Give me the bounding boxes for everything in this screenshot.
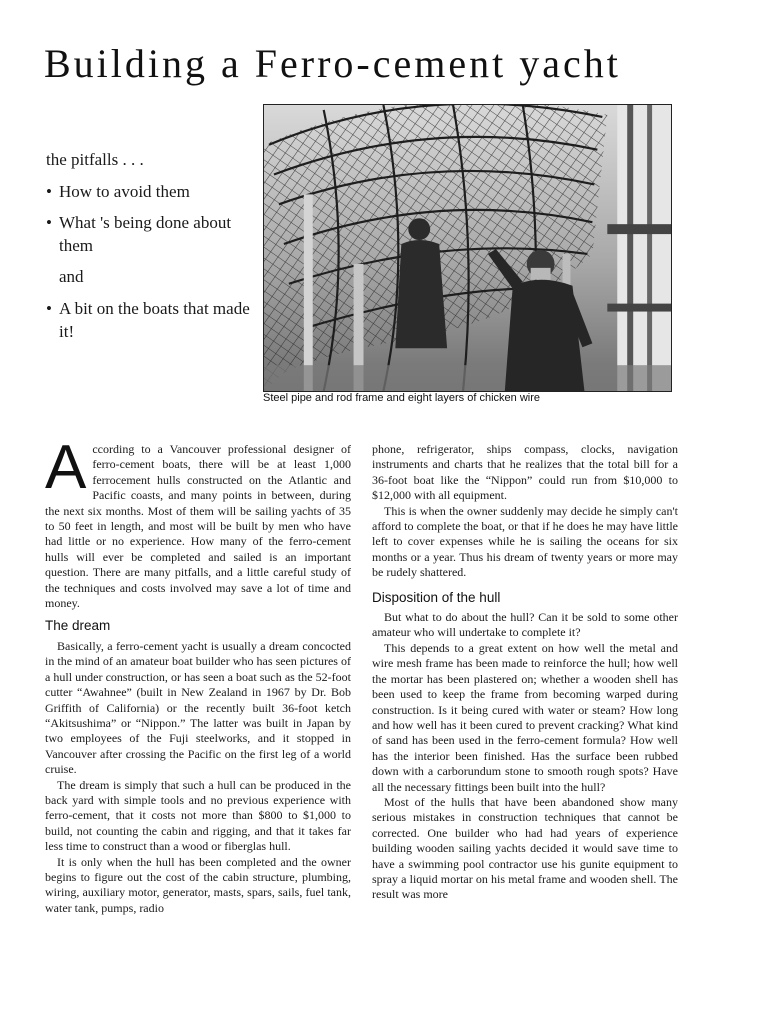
body-paragraph: phone, refrigerator, ships compass, clocks, navigation instruments and charts that he realizes that the total bill for a 36-foot boat like the “Nippon” could run from $10,000 to $12,000 with all equipment. [372, 442, 678, 503]
body-paragraph: But what to do about the hull? Can it be sold to some other amateur who will undertake to complete it? [372, 610, 678, 640]
body-paragraph: Basically, a ferro-cement yacht is usually a dream concocted in the mind of an amateur boat builder who has seen pictures of a hull under construction, or has seen a boat such as the 52-foot cutter “Awahnee” (built in New Zealand in 1967 by Dr. Bob Griffith of California) or the recently built 36-foot ketch “Akitsushima” or “Nippon.” The latter was built in Japan by two employees of the Fuji steelworks, and it stopped in Vancouver after crossing the Pacific on the first leg of a world cruise. [45, 638, 351, 777]
section-heading-dream: The dream [45, 618, 111, 634]
intro-paragraph-text: ccording to a Vancouver professional designer of ferro-cement boats, there will be at least 1,000 ferrocement hulls constructed on the Atlantic and Pacific coasts, and many points in between, during the next six months. Most of them will be sailing yachts of 35 to 50 feet in length, and most will be built by men who have had little or no experience. How many of the ferro-cement hulls will ever be completed and sailed is an important question. There are many pitfalls, and a little careful study of the techniques and costs involved may save a lot of time and money. [45, 442, 351, 611]
body-paragraph: The dream is simply that such a hull can be produced in the back yard with simple tools and no previous experience with ferro-cement, that it costs not more than $800 to $1,000 to build, not counting the cabin and rigging, and that it takes far less time to construct than a wood or fiberglas hull. [45, 777, 351, 854]
body-paragraph: Most of the hulls that have been abandoned show many serious mistakes in construction techniques that cannot be corrected. One builder who had had years of experience building wooden sailing yachts decided it would save time to have a swimming pool contractor use his gunite equipment to spray a liquid mortar on his metal frame and wooden shell. The result was more [372, 794, 678, 902]
bullet-icon: • [46, 213, 52, 232]
intro-bullet-text: A bit on the boats that made it! [59, 299, 250, 341]
body-paragraph: This depends to a great extent on how well the metal and wire mesh frame has been made to reinforce the hull; how well the mortar has been plastered on; whether a wooden shell has been used to keep the frame from becoming warped during construction. Is it being cured with water or steam? How long and how well has it been cured to prevent cracking? What kind of sand has been used in the ferro-cement formula? How well has the interior been finished. Has the surface been rubbed down with a carborundum stone to smooth rough spots? Have all the necessary fittings been built into the hull? [372, 640, 678, 794]
intro-bullet [46, 180, 256, 203]
intro-paragraph [45, 433, 351, 611]
section-heading-disposition: Disposition of the hull [372, 589, 501, 605]
intro-bullet-text: What 's being done about them [59, 213, 232, 255]
hull-frame-photo [263, 104, 672, 392]
bullet-icon: • [46, 299, 52, 318]
page-title: Building a Ferro-cement yacht [44, 41, 621, 86]
intro-bullet [46, 297, 256, 343]
intro-lead: the pitfalls . . . [46, 150, 144, 169]
body-paragraph: It is only when the hull has been completed and the owner begins to figure out the cost of the cabin structure, plumbing, wiring, auxiliary motor, generator, masts, spars, sails, fuel tank, water tank, pumps, radio [45, 854, 351, 915]
article-column-right [372, 442, 678, 903]
body-paragraph: This is when the owner suddenly may decide he simply can't afford to complete the boat, or that if he does he may have little left to cover expenses while he is sailing the oceans for six months or a year. Thus his dream of twenty years or more may be rudely shattered. [372, 503, 678, 580]
intro-bullet-text: How to avoid them [59, 182, 190, 201]
drop-cap: A [45, 433, 87, 502]
intro-bullet [46, 211, 256, 257]
article-column-left [45, 433, 351, 916]
intro-list [46, 148, 256, 351]
photo-caption: Steel pipe and rod frame and eight layers of chicken wire [263, 392, 540, 404]
bullet-icon: • [46, 182, 52, 201]
hull-frame-image [264, 105, 671, 391]
intro-and: and [59, 267, 84, 286]
